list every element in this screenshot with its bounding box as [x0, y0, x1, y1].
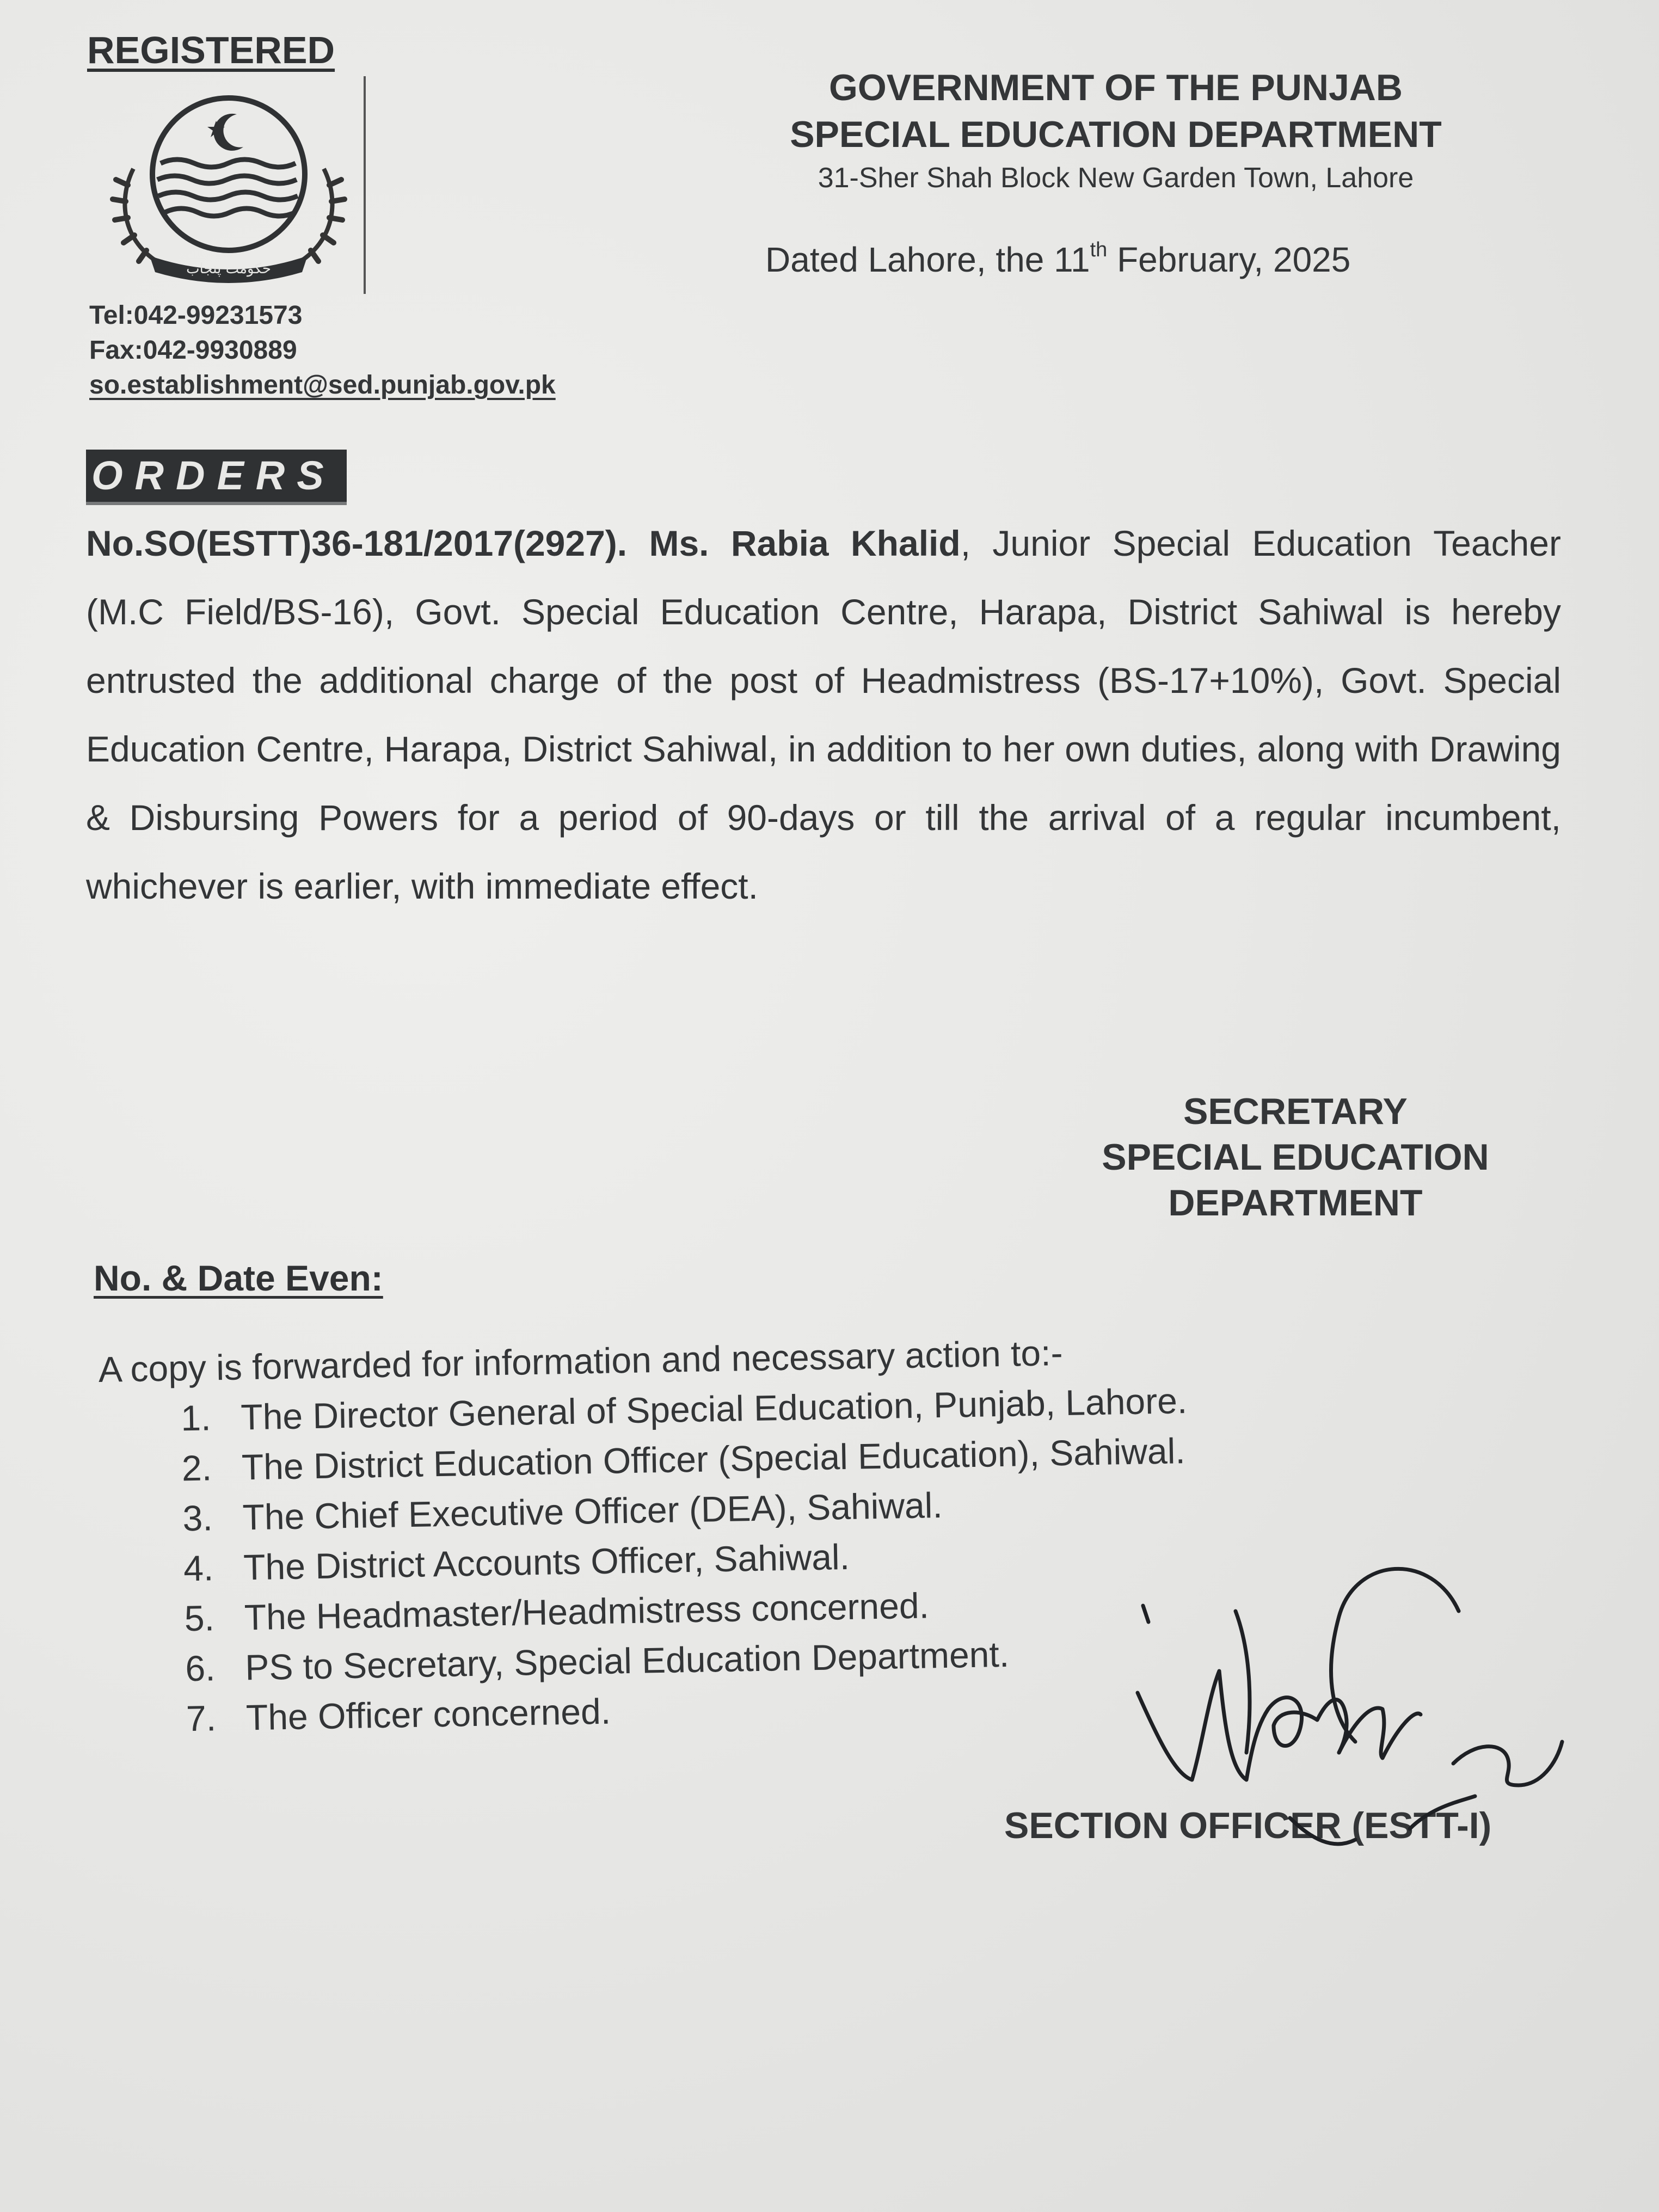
- list-number: 3.: [182, 1497, 213, 1539]
- secretary-block: [1023, 1089, 1568, 1226]
- list-number: 7.: [186, 1698, 217, 1739]
- government-title: GOVERNMENT OF THE PUNJAB: [828, 67, 1403, 108]
- punjab-emblem-icon: [101, 93, 357, 288]
- dated-prefix: Dated Lahore, the 11: [765, 240, 1090, 279]
- tel-number: Tel:042-99231573: [89, 301, 303, 330]
- list-text: The District Accounts Officer, Sahiwal.: [243, 1536, 850, 1588]
- list-text: The Chief Executive Officer (DEA), Sahiwal.: [242, 1484, 943, 1538]
- list-text: The District Education Officer (Special Education), Sahiwal.: [241, 1430, 1186, 1488]
- order-body: [86, 509, 1561, 920]
- forward-intro: A copy is forwarded for information and necessary action to:-: [98, 1332, 1064, 1390]
- emblem-script: حکومت پنجاب: [186, 261, 271, 277]
- dated-suffix: February, 2025: [1107, 240, 1351, 279]
- list-text: The Officer concerned.: [245, 1691, 611, 1738]
- fax-number: Fax:042-9930889: [89, 336, 297, 365]
- list-number: 1.: [180, 1397, 212, 1439]
- secretary-line-3: DEPARTMENT: [1168, 1182, 1423, 1224]
- list-text: The Headmaster/Headmistress concerned.: [244, 1585, 930, 1638]
- secretary-line-2: SPECIAL EDUCATION: [1102, 1136, 1489, 1178]
- endorsement-heading: No. & Date Even:: [94, 1258, 383, 1298]
- officer-name: Ms. Rabia Khalid: [649, 523, 961, 563]
- signature-icon: [1127, 1546, 1573, 1894]
- section-officer-label: SECTION OFFICER (ESTT-I): [1004, 1805, 1492, 1846]
- orders-heading: ORDERS: [86, 450, 347, 505]
- list-text: PS to Secretary, Special Education Department.: [244, 1633, 1010, 1688]
- email-link[interactable]: so.establishment@sed.punjab.gov.pk: [89, 371, 556, 400]
- secretary-line-1: SECRETARY: [1183, 1091, 1408, 1132]
- registered-label: REGISTERED: [87, 29, 335, 71]
- list-number: 5.: [184, 1597, 215, 1639]
- list-number: 4.: [183, 1547, 214, 1589]
- department-header: [735, 64, 1497, 198]
- list-number: 6.: [185, 1648, 216, 1689]
- dated-line: [765, 238, 1350, 280]
- order-reference: No.SO(ESTT)36-181/2017(2927).: [86, 523, 628, 563]
- order-text: , Junior Special Education Teacher (M.C Field/BS-16), Govt. Special Education Centre, Harapa, District Sahiwal is hereby entrusted the additional charge of the post of Headmistress (BS-17+10%), Govt. Special Education Centre, Harapa, District Sahiwal, in addition to her own duties, along with Drawing & Disbursing Powers for a period of 90-days or till the arrival of a regular incumbent, whichever is earlier, with immediate effect.: [86, 523, 1561, 906]
- contact-block: [89, 298, 556, 403]
- list-text: The Director General of Special Education, Punjab, Lahore.: [240, 1380, 1188, 1437]
- list-number: 2.: [181, 1447, 212, 1489]
- letterhead-divider: [364, 76, 366, 294]
- department-title: SPECIAL EDUCATION DEPARTMENT: [790, 114, 1442, 155]
- dated-superscript: th: [1090, 238, 1108, 261]
- department-address: 31-Sher Shah Block New Garden Town, Lahore: [818, 162, 1414, 194]
